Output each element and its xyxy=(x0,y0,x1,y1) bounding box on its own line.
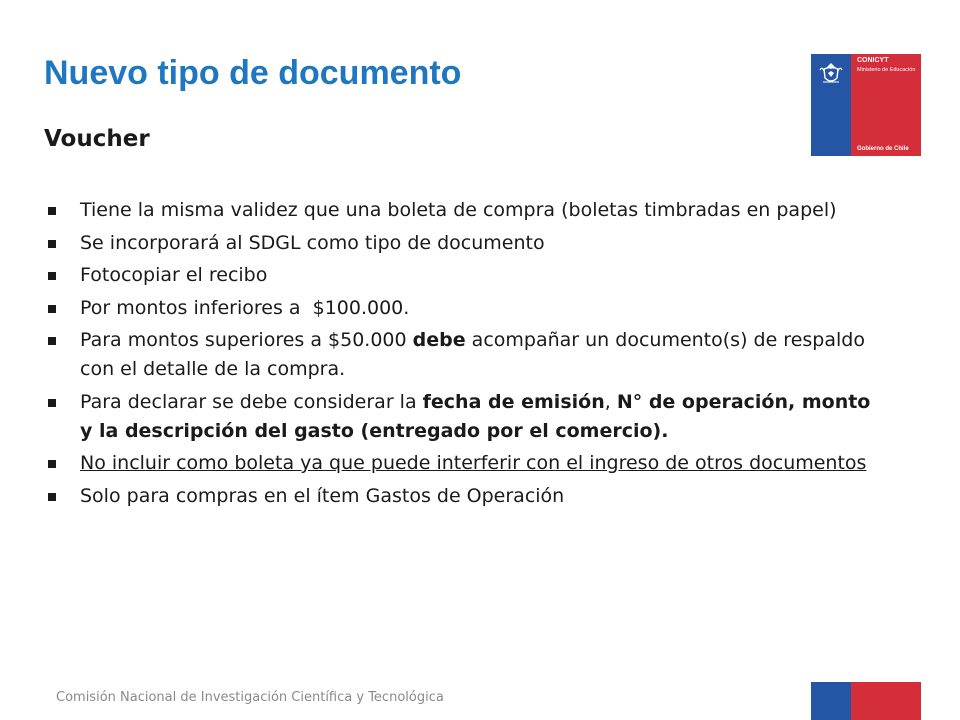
logo-blue-panel xyxy=(811,54,851,156)
footer-flag-blue xyxy=(811,682,851,720)
bullet-item xyxy=(44,294,874,323)
bullet-item xyxy=(44,196,874,225)
square-bullet-icon xyxy=(48,272,56,280)
bullet-text: Para montos superiores a $50.000 xyxy=(80,329,413,351)
bullet-text: Tiene la misma validez que una boleta de compra (boletas timbradas en papel) xyxy=(80,199,837,221)
logo-red-panel xyxy=(851,54,921,156)
bullet-item xyxy=(44,261,874,290)
square-bullet-icon xyxy=(48,240,56,248)
conicyt-logo xyxy=(811,54,921,156)
bullet-emphasis: N° de operación, monto y la descripción del gasto (entregado por el comercio). xyxy=(80,390,871,442)
bullet-item xyxy=(44,449,874,478)
coat-of-arms-icon xyxy=(817,60,845,86)
bullet-text-underlined: No incluir como boleta ya que puede interferir con el ingreso de otros documentos xyxy=(80,452,867,474)
logo-ministry: Ministerio de Educación xyxy=(857,67,916,73)
square-bullet-icon xyxy=(48,207,56,215)
bullet-item xyxy=(44,326,874,384)
square-bullet-icon xyxy=(48,399,56,407)
square-bullet-icon xyxy=(48,305,56,313)
bullet-text: Para declarar se debe considerar la xyxy=(80,390,423,413)
square-bullet-icon xyxy=(48,493,56,501)
slide-subtitle: Voucher xyxy=(44,126,150,152)
bullet-item xyxy=(44,482,874,511)
footer-flag xyxy=(811,682,921,720)
bullet-item xyxy=(44,388,874,446)
bullet-text: , xyxy=(604,390,617,413)
bullet-text: Fotocopiar el recibo xyxy=(80,264,268,286)
bullet-text: Solo para compras en el ítem Gastos de Operación xyxy=(80,484,565,507)
logo-name: CONICYT xyxy=(857,57,889,64)
bullet-text: Por montos inferiores a $100.000. xyxy=(80,296,410,319)
slide-title: Nuevo tipo de documento xyxy=(44,54,462,92)
bullet-text: Se incorporará al SDGL como tipo de documento xyxy=(80,231,545,254)
square-bullet-icon xyxy=(48,460,56,468)
bullet-emphasis: fecha de emisión xyxy=(422,390,605,413)
logo-government: Gobierno de Chile xyxy=(857,146,909,152)
footer-flag-red xyxy=(851,682,921,720)
square-bullet-icon xyxy=(48,337,56,345)
footer-institution: Comisión Nacional de Investigación Científica y Tecnológica xyxy=(56,690,444,705)
bullet-emphasis: debe xyxy=(412,329,466,351)
bullet-item xyxy=(44,229,874,258)
bullet-list xyxy=(44,196,874,514)
bullet-text: acompañar un documento(s) de respaldo con el detalle de la compra. xyxy=(80,329,865,380)
